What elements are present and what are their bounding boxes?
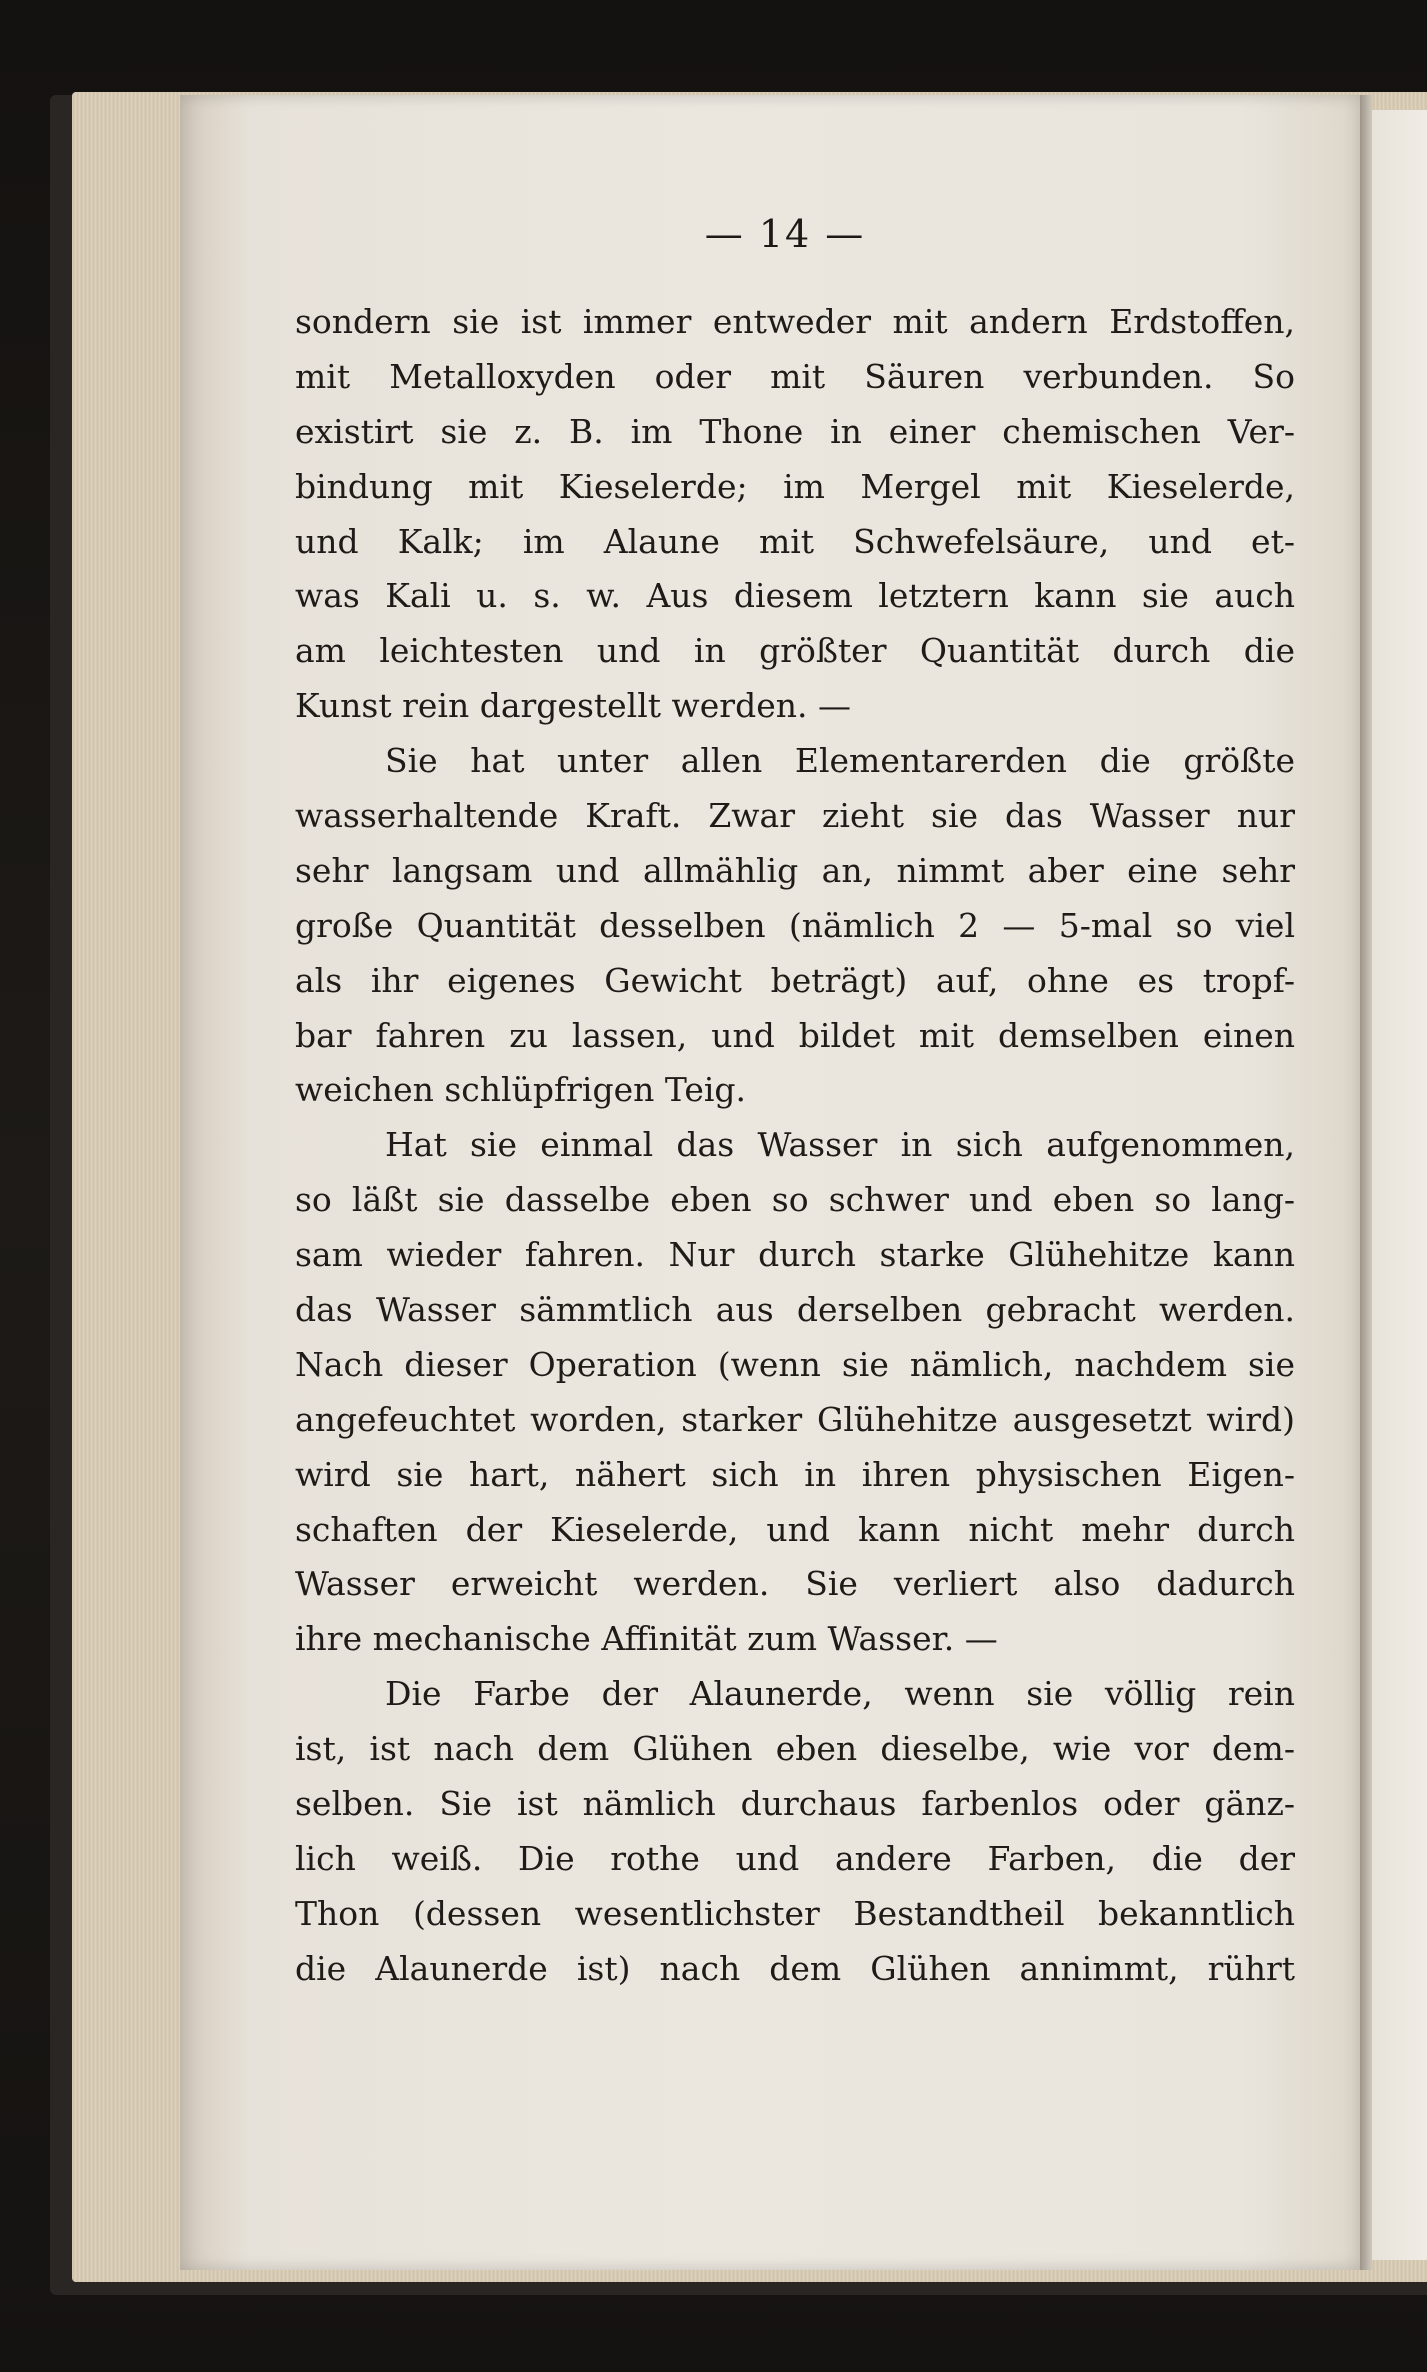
text-line: selben. Sie ist nämlich durchaus farbenlos oder gänz- <box>295 1784 1295 1824</box>
text-line: ihre mechanische Affinität zum Wasser. — <box>295 1619 998 1659</box>
text-line: so läßt sie dasselbe eben so schwer und eben so lang- <box>295 1180 1295 1220</box>
text-line: lich weiß. Die rothe und andere Farben, die der <box>295 1838 1295 1878</box>
text-line: Die Farbe der Alaunerde, wenn sie völlig rein <box>385 1674 1295 1714</box>
text-line: schaften der Kieselerde, und kann nicht mehr durch <box>295 1509 1295 1549</box>
text-line: Hat sie einmal das Wasser in sich aufgenommen, <box>385 1125 1295 1165</box>
facing-page-edge <box>1372 110 1427 2260</box>
page-number: — 14 — <box>704 212 866 256</box>
text-line: ist, ist nach dem Glühen eben dieselbe, wie vor dem- <box>295 1729 1295 1769</box>
text-line: mit Metalloxyden oder mit Säuren verbunden. So <box>295 356 1295 396</box>
text-line: große Quantität desselben (nämlich 2 — 5-mal so viel <box>295 905 1295 945</box>
text-line: das Wasser sämmtlich aus derselben gebracht werden. <box>295 1290 1295 1330</box>
text-line: Wasser erweicht werden. Sie verliert also dadurch <box>295 1564 1295 1604</box>
text-line: existirt sie z. B. im Thone in einer chemischen Ver- <box>295 411 1295 451</box>
text-line: sehr langsam und allmählig an, nimmt aber eine sehr <box>295 850 1295 890</box>
text-line: Nach dieser Operation (wenn sie nämlich, nachdem sie <box>295 1344 1295 1384</box>
book-gutter <box>1360 95 1372 2270</box>
text-line: wasserhaltende Kraft. Zwar zieht sie das Wasser nur <box>295 796 1295 836</box>
text-line: bar fahren zu lassen, und bildet mit demselben einen <box>295 1015 1295 1055</box>
text-line: wird sie hart, nähert sich in ihren physischen Eigen- <box>295 1454 1295 1494</box>
text-line: was Kali u. s. w. Aus diesem letztern kann sie auch <box>295 576 1295 616</box>
text-line: Thon (dessen wesentlichster Bestandtheil bekanntlich <box>295 1893 1295 1933</box>
text-line: die Alaunerde ist) nach dem Glühen annimmt, rührt <box>295 1948 1295 1988</box>
text-line: Kunst rein dargestellt werden. — <box>295 686 851 726</box>
text-line: und Kalk; im Alaune mit Schwefelsäure, und et- <box>295 521 1295 561</box>
text-line: als ihr eigenes Gewicht beträgt) auf, ohne es tropf- <box>295 960 1295 1000</box>
text-line: sondern sie ist immer entweder mit andern Erdstoffen, <box>295 302 1295 341</box>
text-line: angefeuchtet worden, starker Glühehitze ausgesetzt wird) <box>295 1399 1295 1439</box>
text-line: Sie hat unter allen Elementarerden die größte <box>385 741 1295 781</box>
text-line: am leichtesten und in größter Quantität durch die <box>295 631 1295 671</box>
body-text <box>295 295 1295 1997</box>
text-line: sam wieder fahren. Nur durch starke Glühehitze kann <box>295 1235 1295 1275</box>
text-line: weichen schlüpfrigen Teig. <box>295 1070 747 1110</box>
text-line: bindung mit Kieselerde; im Mergel mit Kieselerde, <box>295 466 1295 506</box>
